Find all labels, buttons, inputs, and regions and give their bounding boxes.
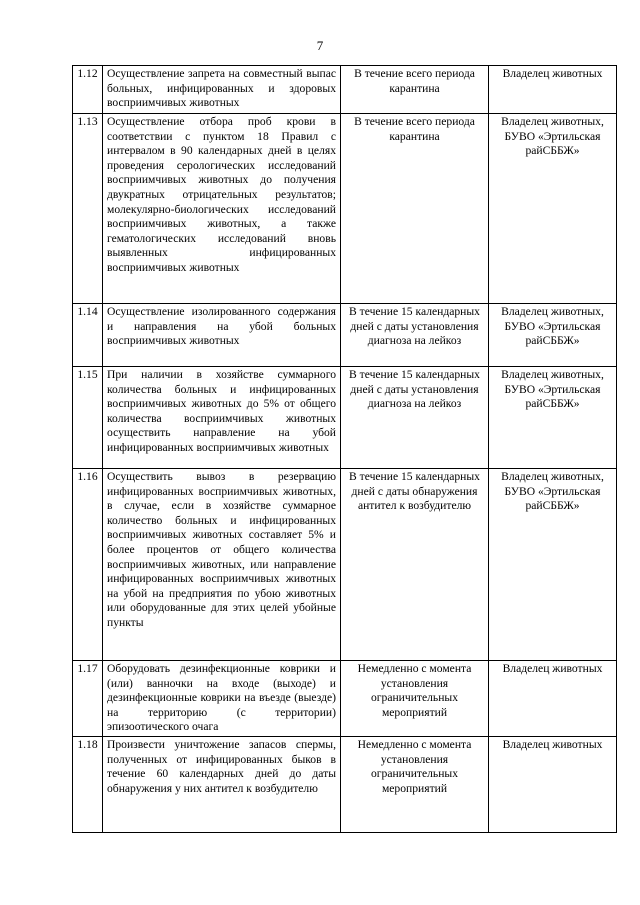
responsible-text: Владелец животных, БУВО «Эртильская райСББЖ» (489, 367, 617, 469)
item-number: 1.16 (73, 469, 103, 661)
responsible-text: Владелец животных, БУВО «Эртильская райСББЖ» (489, 114, 617, 304)
deadline-text: В течение 15 календарных дней с даты обнаружения антител к возбудителю (341, 469, 489, 661)
measure-text: Произвести уничтожение запасов спермы, полученных от инфицированных быков в течение 60 календарных дней до даты обнаружения у них антител к возбудителю (103, 737, 341, 833)
table-row (73, 367, 617, 469)
responsible-text: Владелец животных, БУВО «Эртильская райСББЖ» (489, 469, 617, 661)
table-row (73, 304, 617, 367)
measure-text: Осуществить вывоз в резервацию инфицированных восприимчивых животных, в случае, если в хозяйстве суммарное количество больных и инфицированных восприимчивых животных составляет 5% и более процентов от общего количества восприимчивых животных, или направление инфицированных восприимчивых животных на убой на предприятия по убою животных или оборудованные для этих целей убойные пункты (103, 469, 341, 661)
table-row (73, 469, 617, 661)
deadline-text: Немедленно с момента установления ограничительных мероприятий (341, 661, 489, 737)
table-row (73, 66, 617, 114)
responsible-text: Владелец животных, БУВО «Эртильская райСББЖ» (489, 304, 617, 367)
item-number: 1.12 (73, 66, 103, 114)
responsible-text: Владелец животных (489, 661, 617, 737)
measure-text: Оборудовать дезинфекционные коврики и (или) ванночки на входе (выходе) и дезинфекционные коврики на въезде (выезде) на территорию (с территории) эпизоотического очага (103, 661, 341, 737)
deadline-text: В течение всего периода карантина (341, 66, 489, 114)
item-number: 1.13 (73, 114, 103, 304)
measure-text: При наличии в хозяйстве суммарного количества больных и инфицированных восприимчивых животных до 5% от общего количества восприимчивых животных осуществить направление на убой инфицированных восприимчивых животных (103, 367, 341, 469)
measure-text: Осуществление запрета на совместный выпас больных, инфицированных и здоровых восприимчивых животных (103, 66, 341, 114)
table-row (73, 661, 617, 737)
table-row (73, 114, 617, 304)
deadline-text: Немедленно с момента установления ограничительных мероприятий (341, 737, 489, 833)
responsible-text: Владелец животных (489, 737, 617, 833)
responsible-text: Владелец животных (489, 66, 617, 114)
deadline-text: В течение 15 календарных дней с даты установления диагноза на лейкоз (341, 367, 489, 469)
item-number: 1.15 (73, 367, 103, 469)
measure-text: Осуществление отбора проб крови в соответствии с пунктом 18 Правил с интервалом в 90 календарных дней в целях проведения серологических исследований восприимчивых животных до получения двукратных отрицательных результатов; молекулярно-биологических исследований восприимчивых животных, а также гематологических исследований вновь выявленных инфицированных восприимчивых животных (103, 114, 341, 304)
item-number: 1.14 (73, 304, 103, 367)
measure-text: Осуществление изолированного содержания и направления на убой больных восприимчивых животных (103, 304, 341, 367)
item-number: 1.17 (73, 661, 103, 737)
deadline-text: В течение 15 календарных дней с даты установления диагноза на лейкоз (341, 304, 489, 367)
item-number: 1.18 (73, 737, 103, 833)
page-number: 7 (316, 38, 324, 53)
deadline-text: В течение всего периода карантина (341, 114, 489, 304)
table-row (73, 737, 617, 833)
measures-table (72, 65, 617, 833)
